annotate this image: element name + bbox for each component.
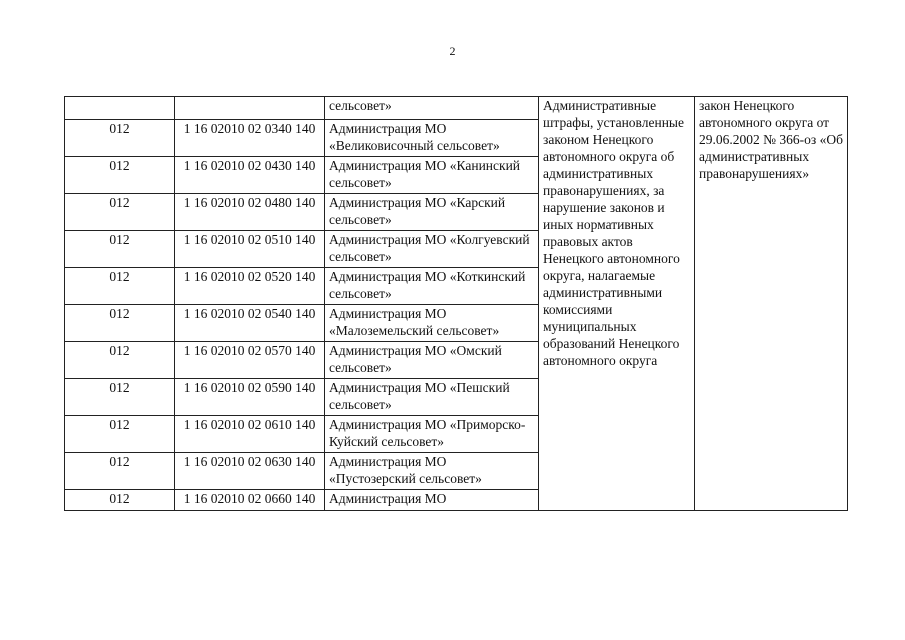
code-cell [65, 97, 175, 120]
code-cell: 012 [65, 231, 175, 268]
administrator-cell: Администрация МО «Приморско-Куйский сельсовет» [325, 416, 539, 453]
kbk-cell: 1 16 02010 02 0570 140 [175, 342, 325, 379]
administrator-cell: Администрация МО «Колгуевский сельсовет» [325, 231, 539, 268]
kbk-cell: 1 16 02010 02 0510 140 [175, 231, 325, 268]
administrator-cell: Администрация МО «Канинский сельсовет» [325, 157, 539, 194]
law-cell: закон Ненецкого автономного округа от 29.06.2002 № 366-оз «Об административных правонарушениях» [695, 97, 848, 511]
administrator-cell: Администрация МО «Великовисочный сельсовет» [325, 120, 539, 157]
kbk-cell [175, 97, 325, 120]
kbk-cell: 1 16 02010 02 0630 140 [175, 453, 325, 490]
administrator-cell: Администрация МО «Коткинский сельсовет» [325, 268, 539, 305]
kbk-cell: 1 16 02010 02 0520 140 [175, 268, 325, 305]
code-cell: 012 [65, 490, 175, 511]
kbk-cell: 1 16 02010 02 0540 140 [175, 305, 325, 342]
kbk-cell: 1 16 02010 02 0660 140 [175, 490, 325, 511]
code-cell: 012 [65, 416, 175, 453]
administrator-cell: Администрация МО [325, 490, 539, 511]
administrator-cell: Администрация МО «Малоземельский сельсовет» [325, 305, 539, 342]
administrator-cell: Администрация МО «Пешский сельсовет» [325, 379, 539, 416]
table-row [65, 97, 848, 120]
administrator-cell: сельсовет» [325, 97, 539, 120]
code-cell: 012 [65, 379, 175, 416]
code-cell: 012 [65, 120, 175, 157]
kbk-cell: 1 16 02010 02 0430 140 [175, 157, 325, 194]
code-cell: 012 [65, 342, 175, 379]
kbk-cell: 1 16 02010 02 0610 140 [175, 416, 325, 453]
code-cell: 012 [65, 453, 175, 490]
page-number: 2 [449, 44, 456, 58]
revenue-table [64, 96, 848, 511]
administrator-cell: Администрация МО «Карский сельсовет» [325, 194, 539, 231]
code-cell: 012 [65, 268, 175, 305]
kbk-cell: 1 16 02010 02 0340 140 [175, 120, 325, 157]
code-cell: 012 [65, 305, 175, 342]
administrator-cell: Администрация МО «Пустозерский сельсовет» [325, 453, 539, 490]
code-cell: 012 [65, 194, 175, 231]
kbk-cell: 1 16 02010 02 0480 140 [175, 194, 325, 231]
kbk-cell: 1 16 02010 02 0590 140 [175, 379, 325, 416]
administrator-cell: Администрация МО «Омский сельсовет» [325, 342, 539, 379]
description-cell: Административные штрафы, установленные законом Ненецкого автономного округа об административных правонарушениях, за нарушение законов и иных нормативных правовых актов Ненецкого автономного округа, налагаемые административными комиссиями муниципальных образований Ненецкого автономного округа [539, 97, 695, 511]
code-cell: 012 [65, 157, 175, 194]
